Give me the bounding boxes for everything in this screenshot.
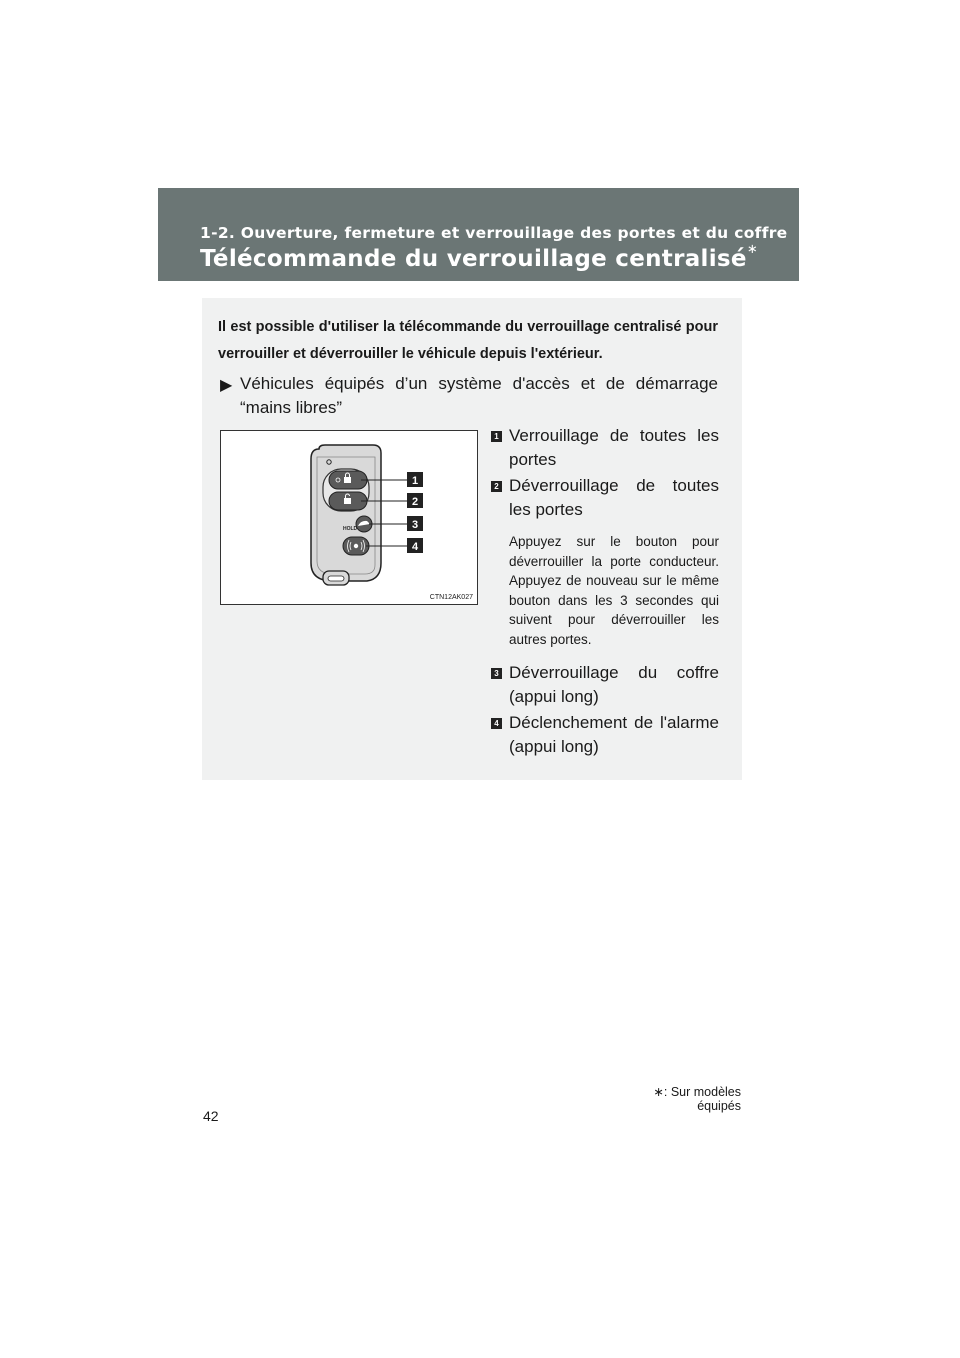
item-label: Déverrouillage de toutes les portes	[509, 476, 719, 519]
content-panel	[202, 298, 742, 780]
vehicle-condition-text: Véhicules équipés d’un système d'accès et de démarrage “mains libres”	[240, 374, 718, 417]
callout-1-number: 1	[411, 475, 419, 487]
item-number: 4	[491, 718, 502, 729]
vehicle-condition	[220, 372, 718, 420]
section-heading: 1-2. Ouverture, fermeture et verrouillage des portes et du coffre	[200, 224, 788, 242]
page-number: 42	[203, 1108, 219, 1124]
item-label: Déverrouillage du coffre (appui long)	[509, 663, 719, 706]
page-title	[200, 242, 759, 272]
callout-4-number: 4	[411, 541, 419, 553]
page-header	[158, 188, 799, 281]
intro-paragraph: Il est possible d'utiliser la télécommande du verrouillage centralisé pour verrouiller et déverrouiller le véhicule depuis l'extérieur.	[218, 319, 718, 362]
legend-item-1	[491, 424, 719, 472]
item-label: Déclenchement de l'alarme (appui long)	[509, 713, 719, 756]
title-asterisk: ∗	[746, 242, 759, 258]
footnote: ∗: Sur modèles équipés	[653, 1085, 741, 1113]
legend-item-2	[491, 474, 719, 649]
hold-label: HOLD	[343, 526, 358, 532]
legend-item-3	[491, 661, 719, 709]
key-fob-body	[311, 445, 381, 581]
smart-key-illustration	[221, 431, 477, 604]
triangle-bullet-icon: ▶	[220, 377, 233, 394]
figure-code: CTN12AK027	[429, 594, 473, 601]
item-number: 3	[491, 668, 502, 679]
page-title-text: Télécommande du verrouillage centralisé	[200, 246, 747, 272]
callout-3-number: 3	[411, 519, 419, 531]
item-label: Verrouillage de toutes les portes	[509, 426, 719, 469]
item-note: Appuyez sur le bouton pour déverrouiller la porte conducteur. Appuyez de nouveau sur le même bouton dans les 3 secondes qui suivent pour déverrouiller les autres portes.	[509, 534, 719, 647]
key-figure	[220, 430, 478, 605]
legend-item-4	[491, 711, 719, 759]
button-legend	[491, 424, 719, 761]
item-number: 2	[491, 481, 502, 492]
callout-2-number: 2	[411, 496, 419, 508]
item-number: 1	[491, 431, 502, 442]
